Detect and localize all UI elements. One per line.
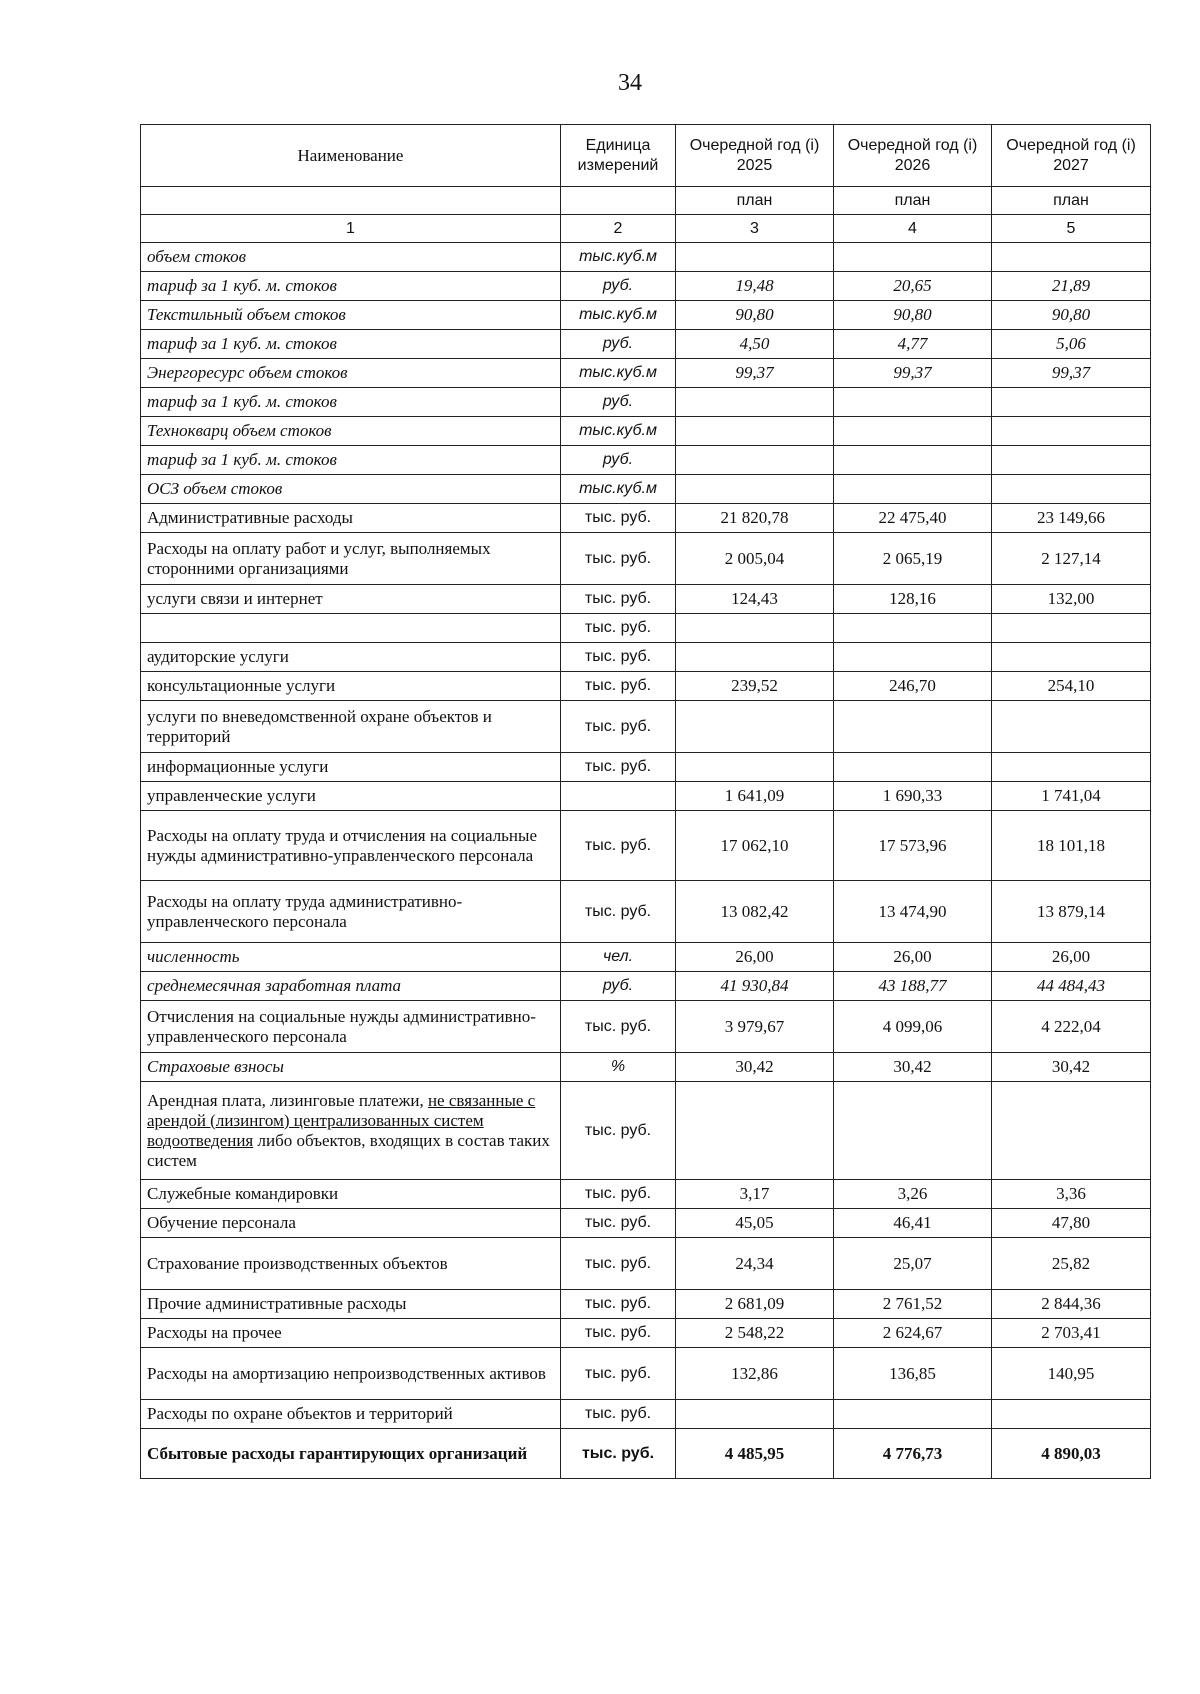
table-row xyxy=(141,475,1151,504)
row-name: Расходы на оплату труда административно-управленческого персонала xyxy=(141,881,561,943)
row-value-2026: 3,26 xyxy=(834,1180,992,1209)
row-value-2026: 128,16 xyxy=(834,585,992,614)
table-row xyxy=(141,1290,1151,1319)
row-value-2026: 99,37 xyxy=(834,359,992,388)
row-unit: тыс. руб. xyxy=(561,533,676,585)
row-value-2025: 19,48 xyxy=(676,272,834,301)
header-plan-2027: план xyxy=(992,187,1151,215)
row-value-2025: 2 681,09 xyxy=(676,1290,834,1319)
row-value-2027: 30,42 xyxy=(992,1053,1151,1082)
header-blank xyxy=(561,187,676,215)
table-row xyxy=(141,753,1151,782)
row-value-2025: 99,37 xyxy=(676,359,834,388)
page-number: 34 xyxy=(618,70,642,96)
table-row xyxy=(141,585,1151,614)
table-row xyxy=(141,943,1151,972)
table-row xyxy=(141,1348,1151,1400)
row-value-2027: 1 741,04 xyxy=(992,782,1151,811)
row-value-2025: 4 485,95 xyxy=(676,1429,834,1479)
row-value-2026 xyxy=(834,243,992,272)
row-unit: тыс. руб. xyxy=(561,614,676,643)
row-name: Отчисления на социальные нужды административно-управленческого персонала xyxy=(141,1001,561,1053)
table-row xyxy=(141,1082,1151,1180)
row-value-2027: 4 890,03 xyxy=(992,1429,1151,1479)
row-value-2025 xyxy=(676,475,834,504)
row-name: среднемесячная заработная плата xyxy=(141,972,561,1001)
row-name: Сбытовые расходы гарантирующих организаций xyxy=(141,1429,561,1479)
row-value-2027: 5,06 xyxy=(992,330,1151,359)
row-value-2026: 20,65 xyxy=(834,272,992,301)
row-value-2025: 2 005,04 xyxy=(676,533,834,585)
table-row xyxy=(141,1053,1151,1082)
row-value-2027: 2 127,14 xyxy=(992,533,1151,585)
row-name: Расходы на амортизацию непроизводственных активов xyxy=(141,1348,561,1400)
row-value-2025 xyxy=(676,614,834,643)
table-row xyxy=(141,388,1151,417)
header-year-2026: Очередной год (i) 2026 xyxy=(834,125,992,187)
row-unit: тыс. руб. xyxy=(561,1238,676,1290)
row-name: тариф за 1 куб. м. стоков xyxy=(141,272,561,301)
row-value-2027: 254,10 xyxy=(992,672,1151,701)
header-plan-2026: план xyxy=(834,187,992,215)
row-unit: чел. xyxy=(561,943,676,972)
row-value-2025: 2 548,22 xyxy=(676,1319,834,1348)
row-value-2026: 2 065,19 xyxy=(834,533,992,585)
row-value-2025: 17 062,10 xyxy=(676,811,834,881)
row-value-2026: 4 099,06 xyxy=(834,1001,992,1053)
row-value-2026 xyxy=(834,417,992,446)
row-value-2026 xyxy=(834,1400,992,1429)
row-name: Прочие административные расходы xyxy=(141,1290,561,1319)
row-name: услуги связи и интернет xyxy=(141,585,561,614)
row-unit xyxy=(561,782,676,811)
row-unit: тыс. руб. xyxy=(561,504,676,533)
row-value-2025: 26,00 xyxy=(676,943,834,972)
table-row xyxy=(141,811,1151,881)
row-value-2027 xyxy=(992,446,1151,475)
row-value-2026: 90,80 xyxy=(834,301,992,330)
row-value-2027 xyxy=(992,388,1151,417)
row-value-2026: 30,42 xyxy=(834,1053,992,1082)
table-row xyxy=(141,504,1151,533)
row-value-2026 xyxy=(834,475,992,504)
row-unit: тыс. руб. xyxy=(561,753,676,782)
row-value-2025 xyxy=(676,417,834,446)
row-value-2026 xyxy=(834,614,992,643)
row-unit: тыс. руб. xyxy=(561,1180,676,1209)
table-row xyxy=(141,330,1151,359)
row-unit: тыс. руб. xyxy=(561,1082,676,1180)
row-value-2025 xyxy=(676,643,834,672)
row-value-2026: 2 624,67 xyxy=(834,1319,992,1348)
table-row xyxy=(141,359,1151,388)
row-unit: руб. xyxy=(561,330,676,359)
row-value-2026: 136,85 xyxy=(834,1348,992,1400)
row-unit: тыс.куб.м xyxy=(561,301,676,330)
table-row xyxy=(141,614,1151,643)
table-row xyxy=(141,701,1151,753)
row-name: услуги по вневедомственной охране объектов и территорий xyxy=(141,701,561,753)
row-value-2027 xyxy=(992,475,1151,504)
row-name xyxy=(141,1082,561,1180)
row-unit: тыс. руб. xyxy=(561,1290,676,1319)
row-value-2026: 4 776,73 xyxy=(834,1429,992,1479)
row-value-2026 xyxy=(834,701,992,753)
row-value-2025: 24,34 xyxy=(676,1238,834,1290)
table-row xyxy=(141,972,1151,1001)
table-row xyxy=(141,301,1151,330)
col-number-4: 4 xyxy=(834,215,992,243)
header-plan-2025: план xyxy=(676,187,834,215)
table-row xyxy=(141,1400,1151,1429)
row-value-2027 xyxy=(992,643,1151,672)
row-value-2027 xyxy=(992,417,1151,446)
row-value-2027: 2 703,41 xyxy=(992,1319,1151,1348)
row-unit: тыс.куб.м xyxy=(561,243,676,272)
row-value-2025: 13 082,42 xyxy=(676,881,834,943)
row-unit: тыс. руб. xyxy=(561,1001,676,1053)
row-value-2027: 44 484,43 xyxy=(992,972,1151,1001)
row-value-2026: 13 474,90 xyxy=(834,881,992,943)
header-year-2027: Очередной год (i) 2027 xyxy=(992,125,1151,187)
row-name: Расходы по охране объектов и территорий xyxy=(141,1400,561,1429)
row-value-2027: 99,37 xyxy=(992,359,1151,388)
row-value-2025: 239,52 xyxy=(676,672,834,701)
row-value-2027 xyxy=(992,1082,1151,1180)
row-value-2027: 13 879,14 xyxy=(992,881,1151,943)
row-name: Расходы на прочее xyxy=(141,1319,561,1348)
row-value-2025: 1 641,09 xyxy=(676,782,834,811)
row-name: Страхование производственных объектов xyxy=(141,1238,561,1290)
row-value-2025: 30,42 xyxy=(676,1053,834,1082)
row-value-2026: 26,00 xyxy=(834,943,992,972)
row-value-2027: 4 222,04 xyxy=(992,1001,1151,1053)
row-name-part: не связанные с арендой (лизингом) централизованных систем водоотведения xyxy=(147,1090,536,1150)
row-name: Обучение персонала xyxy=(141,1209,561,1238)
row-name xyxy=(141,614,561,643)
row-value-2027 xyxy=(992,614,1151,643)
row-value-2025: 45,05 xyxy=(676,1209,834,1238)
table-row xyxy=(141,782,1151,811)
row-unit: тыс.куб.м xyxy=(561,359,676,388)
row-name: ОСЗ объем стоков xyxy=(141,475,561,504)
row-value-2026 xyxy=(834,1082,992,1180)
row-value-2025: 3,17 xyxy=(676,1180,834,1209)
row-value-2026: 246,70 xyxy=(834,672,992,701)
row-unit: тыс.куб.м xyxy=(561,417,676,446)
row-value-2026 xyxy=(834,753,992,782)
row-unit: тыс. руб. xyxy=(561,1348,676,1400)
row-name: информационные услуги xyxy=(141,753,561,782)
row-value-2027: 18 101,18 xyxy=(992,811,1151,881)
row-value-2026: 4,77 xyxy=(834,330,992,359)
header-year-2025: Очередной год (i) 2025 xyxy=(676,125,834,187)
row-value-2026: 22 475,40 xyxy=(834,504,992,533)
row-value-2026 xyxy=(834,643,992,672)
row-value-2027: 3,36 xyxy=(992,1180,1151,1209)
row-unit: тыс.куб.м xyxy=(561,475,676,504)
row-name: консультационные услуги xyxy=(141,672,561,701)
col-number-3: 3 xyxy=(676,215,834,243)
table-row xyxy=(141,533,1151,585)
row-value-2025: 132,86 xyxy=(676,1348,834,1400)
row-unit: тыс. руб. xyxy=(561,811,676,881)
row-value-2026 xyxy=(834,388,992,417)
row-name: тариф за 1 куб. м. стоков xyxy=(141,330,561,359)
row-value-2025 xyxy=(676,446,834,475)
budget-table xyxy=(140,124,1151,1479)
row-unit: % xyxy=(561,1053,676,1082)
row-value-2025: 41 930,84 xyxy=(676,972,834,1001)
table-row xyxy=(141,446,1151,475)
row-value-2027: 25,82 xyxy=(992,1238,1151,1290)
row-value-2025: 3 979,67 xyxy=(676,1001,834,1053)
row-value-2027 xyxy=(992,1400,1151,1429)
row-value-2026: 43 188,77 xyxy=(834,972,992,1001)
row-value-2026: 1 690,33 xyxy=(834,782,992,811)
table-row xyxy=(141,243,1151,272)
table-row xyxy=(141,1209,1151,1238)
row-unit: руб. xyxy=(561,272,676,301)
row-value-2025 xyxy=(676,243,834,272)
row-value-2025 xyxy=(676,1400,834,1429)
row-unit: тыс. руб. xyxy=(561,881,676,943)
row-value-2027: 140,95 xyxy=(992,1348,1151,1400)
row-name: Энергоресурс объем стоков xyxy=(141,359,561,388)
row-value-2027: 23 149,66 xyxy=(992,504,1151,533)
row-name: тариф за 1 куб. м. стоков xyxy=(141,388,561,417)
row-unit: руб. xyxy=(561,972,676,1001)
table-row xyxy=(141,1319,1151,1348)
table-header xyxy=(141,125,1151,243)
row-value-2027 xyxy=(992,243,1151,272)
row-value-2025: 90,80 xyxy=(676,301,834,330)
row-name: объем стоков xyxy=(141,243,561,272)
row-value-2025: 4,50 xyxy=(676,330,834,359)
row-value-2026: 2 761,52 xyxy=(834,1290,992,1319)
row-unit: тыс. руб. xyxy=(561,1400,676,1429)
row-unit: тыс. руб. xyxy=(561,701,676,753)
row-name: Административные расходы xyxy=(141,504,561,533)
row-unit: тыс. руб. xyxy=(561,672,676,701)
table-row xyxy=(141,1180,1151,1209)
row-name: Страховые взносы xyxy=(141,1053,561,1082)
row-value-2027 xyxy=(992,753,1151,782)
col-number-1: 1 xyxy=(141,215,561,243)
row-value-2026 xyxy=(834,446,992,475)
row-value-2026: 17 573,96 xyxy=(834,811,992,881)
row-value-2026: 25,07 xyxy=(834,1238,992,1290)
row-name: аудиторские услуги xyxy=(141,643,561,672)
row-name: Расходы на оплату работ и услуг, выполняемых сторонними организациями xyxy=(141,533,561,585)
row-value-2025: 124,43 xyxy=(676,585,834,614)
table-row xyxy=(141,272,1151,301)
row-value-2025 xyxy=(676,1082,834,1180)
row-value-2027: 26,00 xyxy=(992,943,1151,972)
row-value-2025 xyxy=(676,388,834,417)
row-unit: тыс. руб. xyxy=(561,1429,676,1479)
row-name: Текстильный объем стоков xyxy=(141,301,561,330)
row-name: Расходы на оплату труда и отчисления на социальные нужды административно-управленческого персонала xyxy=(141,811,561,881)
row-name: численность xyxy=(141,943,561,972)
col-number-5: 5 xyxy=(992,215,1151,243)
row-unit: тыс. руб. xyxy=(561,1209,676,1238)
table-row xyxy=(141,1001,1151,1053)
row-value-2027: 21,89 xyxy=(992,272,1151,301)
table-row xyxy=(141,643,1151,672)
row-name: тариф за 1 куб. м. стоков xyxy=(141,446,561,475)
row-value-2027: 90,80 xyxy=(992,301,1151,330)
table-row xyxy=(141,881,1151,943)
row-name-part: либо объектов, входящих в состав таких систем xyxy=(147,1130,550,1170)
header-blank xyxy=(141,187,561,215)
row-value-2025: 21 820,78 xyxy=(676,504,834,533)
row-unit: тыс. руб. xyxy=(561,585,676,614)
row-name: Служебные командировки xyxy=(141,1180,561,1209)
row-value-2025 xyxy=(676,753,834,782)
row-value-2027: 2 844,36 xyxy=(992,1290,1151,1319)
row-name: Технокварц объем стоков xyxy=(141,417,561,446)
row-unit: тыс. руб. xyxy=(561,1319,676,1348)
table-body xyxy=(141,243,1151,1479)
table-row xyxy=(141,1238,1151,1290)
header-unit: Единица измерений xyxy=(561,125,676,187)
row-name: управленческие услуги xyxy=(141,782,561,811)
row-unit: руб. xyxy=(561,446,676,475)
header-name: Наименование xyxy=(141,125,561,187)
row-value-2027: 47,80 xyxy=(992,1209,1151,1238)
row-value-2027: 132,00 xyxy=(992,585,1151,614)
row-unit: руб. xyxy=(561,388,676,417)
row-value-2025 xyxy=(676,701,834,753)
row-unit: тыс. руб. xyxy=(561,643,676,672)
table-row xyxy=(141,417,1151,446)
row-name-part: Арендная плата, лизинговые платежи, xyxy=(147,1090,428,1110)
table-row xyxy=(141,672,1151,701)
col-number-2: 2 xyxy=(561,215,676,243)
row-value-2027 xyxy=(992,701,1151,753)
table-row xyxy=(141,1429,1151,1479)
row-value-2026: 46,41 xyxy=(834,1209,992,1238)
